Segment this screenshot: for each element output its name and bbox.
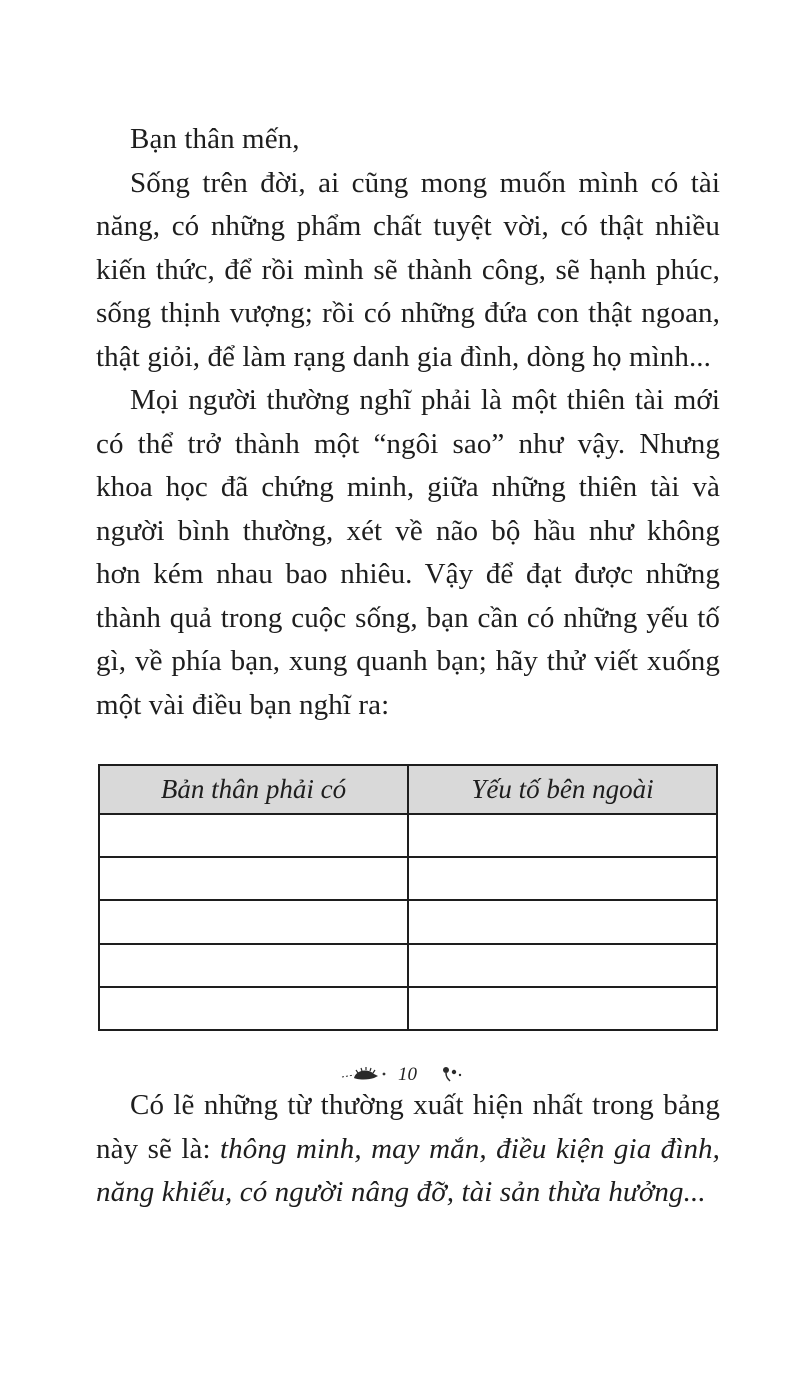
page-number: 10 <box>398 1064 417 1085</box>
blank-cell <box>99 814 408 857</box>
intro-text <box>96 118 720 727</box>
greeting-line: Bạn thân mến, <box>130 123 300 155</box>
blank-cell <box>99 987 408 1030</box>
hedgehog-ornament-icon <box>340 1062 390 1086</box>
paragraph-1: Sống trên đời, ai cũng mong muốn mình có tài năng, có những phẩm chất tuyệt vời, có thật nhiều kiến thức, để rồi mình sẽ thành công, sẽ hạnh phúc, sống thịnh vượng; rồi có những đứa con thật ngoan, thật giỏi, để làm rạng danh gia đình, dòng họ mình... <box>96 166 720 373</box>
conclusion-text <box>96 1084 720 1215</box>
table-row <box>99 987 717 1030</box>
table-row <box>99 857 717 900</box>
blank-cell <box>99 944 408 987</box>
table-header-row <box>99 765 717 814</box>
blank-cell <box>408 900 717 943</box>
blank-cell <box>99 900 408 943</box>
blank-cell <box>408 987 717 1030</box>
blank-cell <box>408 857 717 900</box>
header-external: Yếu tố bên ngoài <box>408 765 717 814</box>
page-footer <box>340 1062 470 1088</box>
header-self: Bản thân phải có <box>99 765 408 814</box>
blank-cell <box>408 944 717 987</box>
conclusion-lead: Có lẽ những từ thường xuất hiện nhất trong bảng này sẽ là: <box>96 1089 720 1165</box>
blank-cell <box>408 814 717 857</box>
table-row <box>99 944 717 987</box>
sprout-ornament-icon <box>438 1062 466 1086</box>
conclusion-paragraph <box>96 1084 720 1215</box>
table-row <box>99 900 717 943</box>
writing-table <box>98 764 718 1031</box>
conclusion-examples: thông minh, may mắn, điều kiện gia đình, năng khiếu, có người nâng đỡ, tài sản thừa hưởng... <box>96 1132 720 1208</box>
paragraph-2: Mọi người thường nghĩ phải là một thiên tài mới có thể trở thành một “ngôi sao” như vậy. Nhưng khoa học đã chứng minh, giữa những thiên tài và người bình thường, xét về não bộ hầu như không hơn kém nhau bao nhiêu. Vậy để đạt được những thành quả trong cuộc sống, bạn cần có những yếu tố gì, về phía bạn, xung quanh bạn; hãy thử viết xuống một vài điều bạn nghĩ ra: <box>96 384 720 721</box>
blank-cell <box>99 857 408 900</box>
table-row <box>99 814 717 857</box>
